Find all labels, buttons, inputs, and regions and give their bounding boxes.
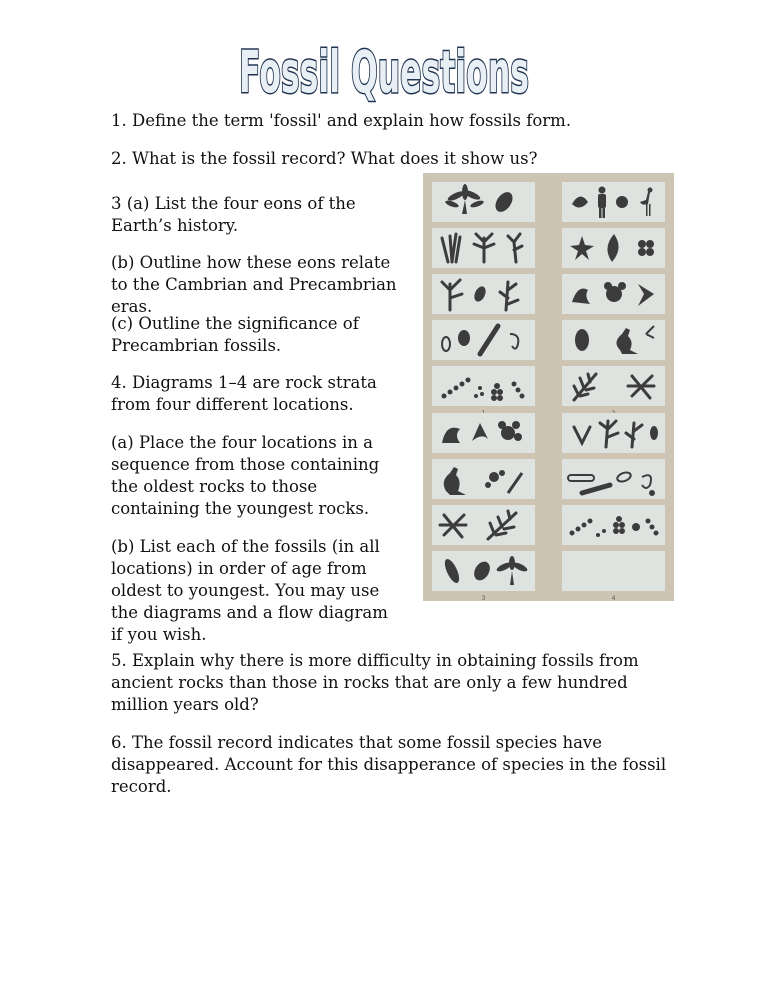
question-6: 6. The fossil record indicates that some fossil species have disappeared. Account for this disapperance of species in the fossil record. — [111, 733, 667, 796]
stratum-3-layer-2 — [432, 459, 535, 499]
microbe-fossil-icon — [562, 505, 665, 545]
flower-fossil-icon — [562, 228, 665, 268]
fern-fossil-icon — [562, 366, 665, 406]
question-3c: (c) Outline the significance of Precambrian fossils. — [111, 314, 359, 355]
question-5: 5. Explain why there is more difficulty in obtaining fossils from ancient rocks than those in rocks that are only a few hundred million years old? — [111, 651, 639, 714]
question-3b: (b) Outline how these eons relate to the Cambrian and Precambrian eras. — [111, 253, 397, 316]
stratum-2-layer-4 — [562, 320, 665, 360]
rock-strata-diagram — [423, 173, 674, 601]
stratum-2-layer-5 — [562, 366, 665, 406]
human-and-bird-fossil-icon — [562, 182, 665, 222]
stratum-3-layer-4 — [432, 551, 535, 591]
microbe-fossil-icon — [432, 366, 535, 406]
worm-fossil-icon — [562, 459, 665, 499]
fern-fossil-icon — [432, 505, 535, 545]
stratum-4-layer-3 — [562, 505, 665, 545]
stratum-2-layer-3 — [562, 274, 665, 314]
stratum-2-layer-1 — [562, 182, 665, 222]
question-4b: (b) List each of the fossils (in all locations) in order of age from oldest to youngest. You may use the diagrams and a flow diagram if you wish. — [111, 537, 388, 644]
question-1: 1. Define the term 'fossil' and explain how fossils form. — [111, 111, 572, 130]
palm-tree-fossil-icon — [432, 182, 535, 222]
question-4: 4. Diagrams 1–4 are rock strata from four different locations. — [111, 373, 377, 414]
question-3a: 3 (a) List the four eons of the Earth’s history. — [111, 194, 356, 235]
stratum-4-layer-4-empty — [562, 551, 665, 591]
diagram-4-label: 4 — [611, 595, 616, 602]
stratum-1-layer-2 — [432, 228, 535, 268]
stratum-2-layer-2 — [562, 228, 665, 268]
worm-fossil-icon — [432, 320, 535, 360]
stratum-3-layer-1 — [432, 413, 535, 453]
kangaroo-fossil-icon — [432, 459, 535, 499]
branching-fossil-icon — [432, 274, 535, 314]
stratum-1-layer-5 — [432, 366, 535, 406]
stratum-1-layer-3 — [432, 274, 535, 314]
question-2: 2. What is the fossil record? What does it show us? — [111, 149, 538, 168]
stratum-3-layer-3 — [432, 505, 535, 545]
branching-fossil-icon — [562, 413, 665, 453]
stratum-4-layer-1 — [562, 413, 665, 453]
stratum-1-layer-4 — [432, 320, 535, 360]
kangaroo-fossil-icon — [562, 320, 665, 360]
question-4a: (a) Place the four locations in a sequence from those containing the oldest rocks to those containing the youngest rocks. — [111, 433, 380, 518]
stratum-4-layer-2 — [562, 459, 665, 499]
palm-tree-fossil-icon — [432, 551, 535, 591]
ammonite-fossil-icon — [562, 274, 665, 314]
page-title-text: Fossil Questions — [239, 38, 529, 106]
plant-fossil-icon — [432, 228, 535, 268]
stratum-1-layer-1 — [432, 182, 535, 222]
diagram-3-label: 3 — [481, 595, 486, 602]
ammonite-fossil-icon — [432, 413, 535, 453]
page-title — [200, 30, 568, 106]
